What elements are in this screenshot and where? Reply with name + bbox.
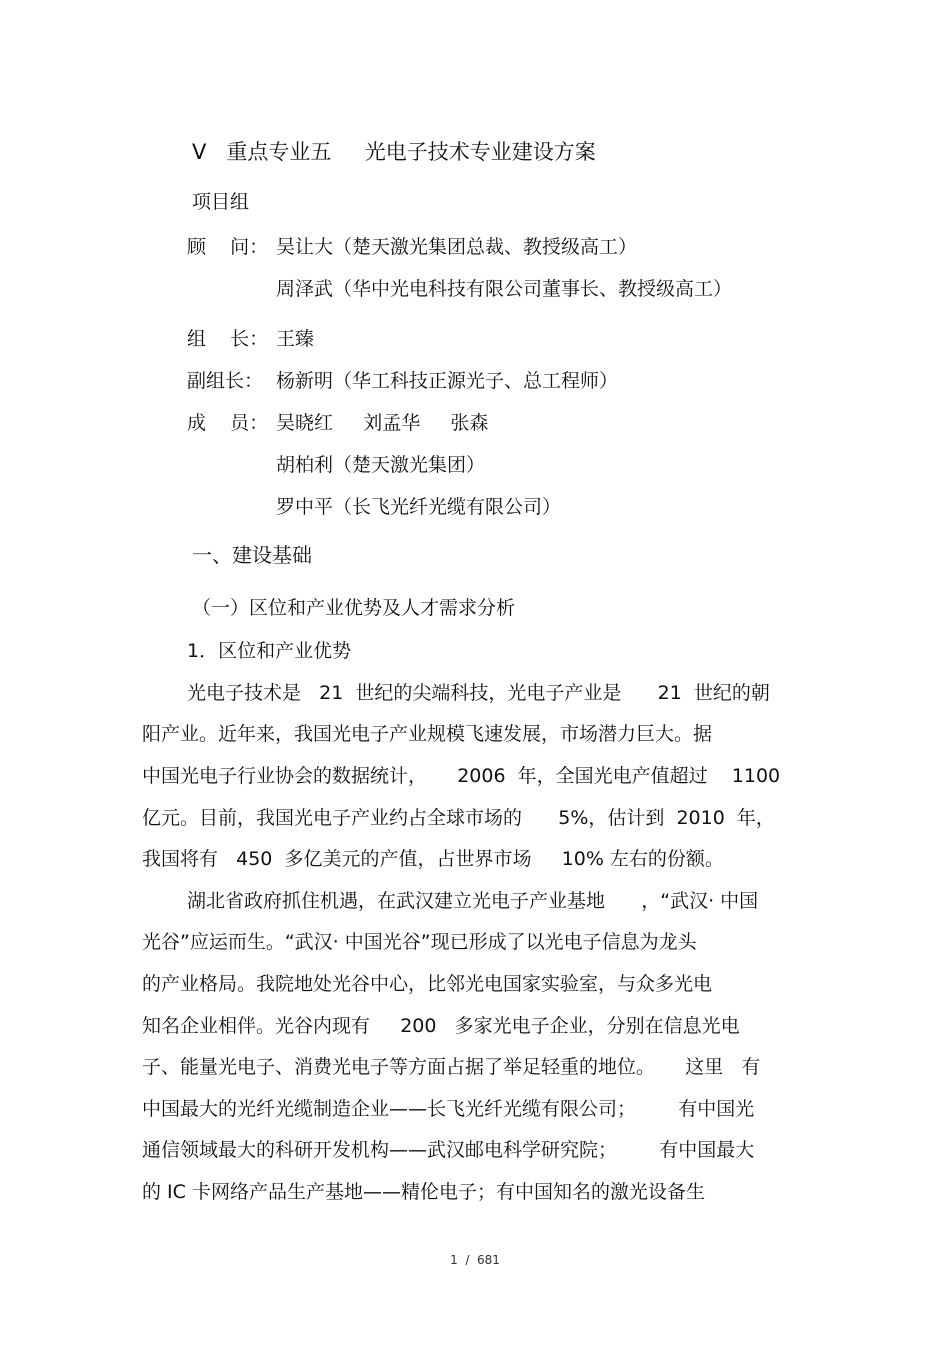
members-line-2: 胡柏利（楚天激光集团）: [276, 454, 486, 476]
subsection-heading: （一）区位和产业优势及人才需求分析: [192, 597, 516, 619]
leader-name: 王臻: [276, 328, 315, 350]
paragraph-line: 中国最大的光纤光缆制造企业——长飞光纤光缆有限公司； 有中国光: [142, 1098, 755, 1120]
project-group-heading: 项目组: [192, 191, 250, 213]
paragraph-line: 我国将有 450 多亿美元的产值，占世界市场 10% 左右的份额。: [142, 848, 724, 870]
section-heading: 一、建设基础: [192, 543, 312, 567]
paragraph-line: 光谷”应运而生。“武汉· 中国光谷”现已形成了以光电子信息为龙头: [142, 931, 697, 953]
advisor-line-2: 周泽武（华中光电科技有限公司董事长、教授级高工）: [276, 278, 733, 300]
paragraph-line: 通信领域最大的科研开发机构——武汉邮电科学研究院； 有中国最大: [142, 1139, 755, 1161]
paragraph-line: 阳产业。近年来，我国光电子产业规模飞速发展，市场潜力巨大。据: [142, 723, 713, 745]
document-title: V 重点专业五 光电子技术专业建设方案: [192, 140, 596, 164]
advisor-line-1: 吴让大（楚天激光集团总裁、教授级高工）: [276, 236, 638, 258]
paragraph-line: 的产业格局。我院地处光谷中心，比邻光电国家实验室，与众多光电: [142, 973, 713, 995]
item-heading: 1．区位和产业优势: [187, 640, 352, 662]
vice-leader-name: 杨新明（华工科技正源光子、总工程师）: [276, 370, 619, 392]
paragraph-line: 知名企业相伴。光谷内现有 200 多家光电子企业，分别在信息光电: [142, 1015, 740, 1037]
vice-leader-label: 副组长：: [187, 370, 264, 392]
members-line-1: 吴晓红 刘孟华 张森: [276, 412, 489, 434]
paragraph-line: 亿元。目前，我国光电子产业约占全球市场的 5%，估计到 2010 年，: [142, 807, 775, 829]
leader-label: 组 长：: [187, 328, 269, 350]
paragraph-line: 的 IC 卡网络产品生产基地——精伦电子；有中国知名的激光设备生: [142, 1181, 705, 1203]
members-label: 成 员：: [187, 412, 269, 434]
members-line-3: 罗中平（长飞光纤光缆有限公司）: [276, 496, 562, 518]
paragraph-line: 中国光电子行业协会的数据统计， 2006 年，全国光电产值超过 1100: [142, 765, 781, 787]
paragraph-line: 湖北省政府抓住机遇，在武汉建立光电子产业基地 ，“武汉· 中国: [187, 890, 759, 912]
page-number: 1 / 681: [450, 1253, 500, 1267]
paragraph-line: 子、能量光电子、消费光电子等方面占据了举足轻重的地位。 这里 有: [142, 1056, 761, 1078]
advisor-label: 顾 问：: [187, 236, 269, 258]
paragraph-line: 光电子技术是 21 世纪的尖端科技，光电子产业是 21 世纪的朝: [187, 682, 770, 704]
